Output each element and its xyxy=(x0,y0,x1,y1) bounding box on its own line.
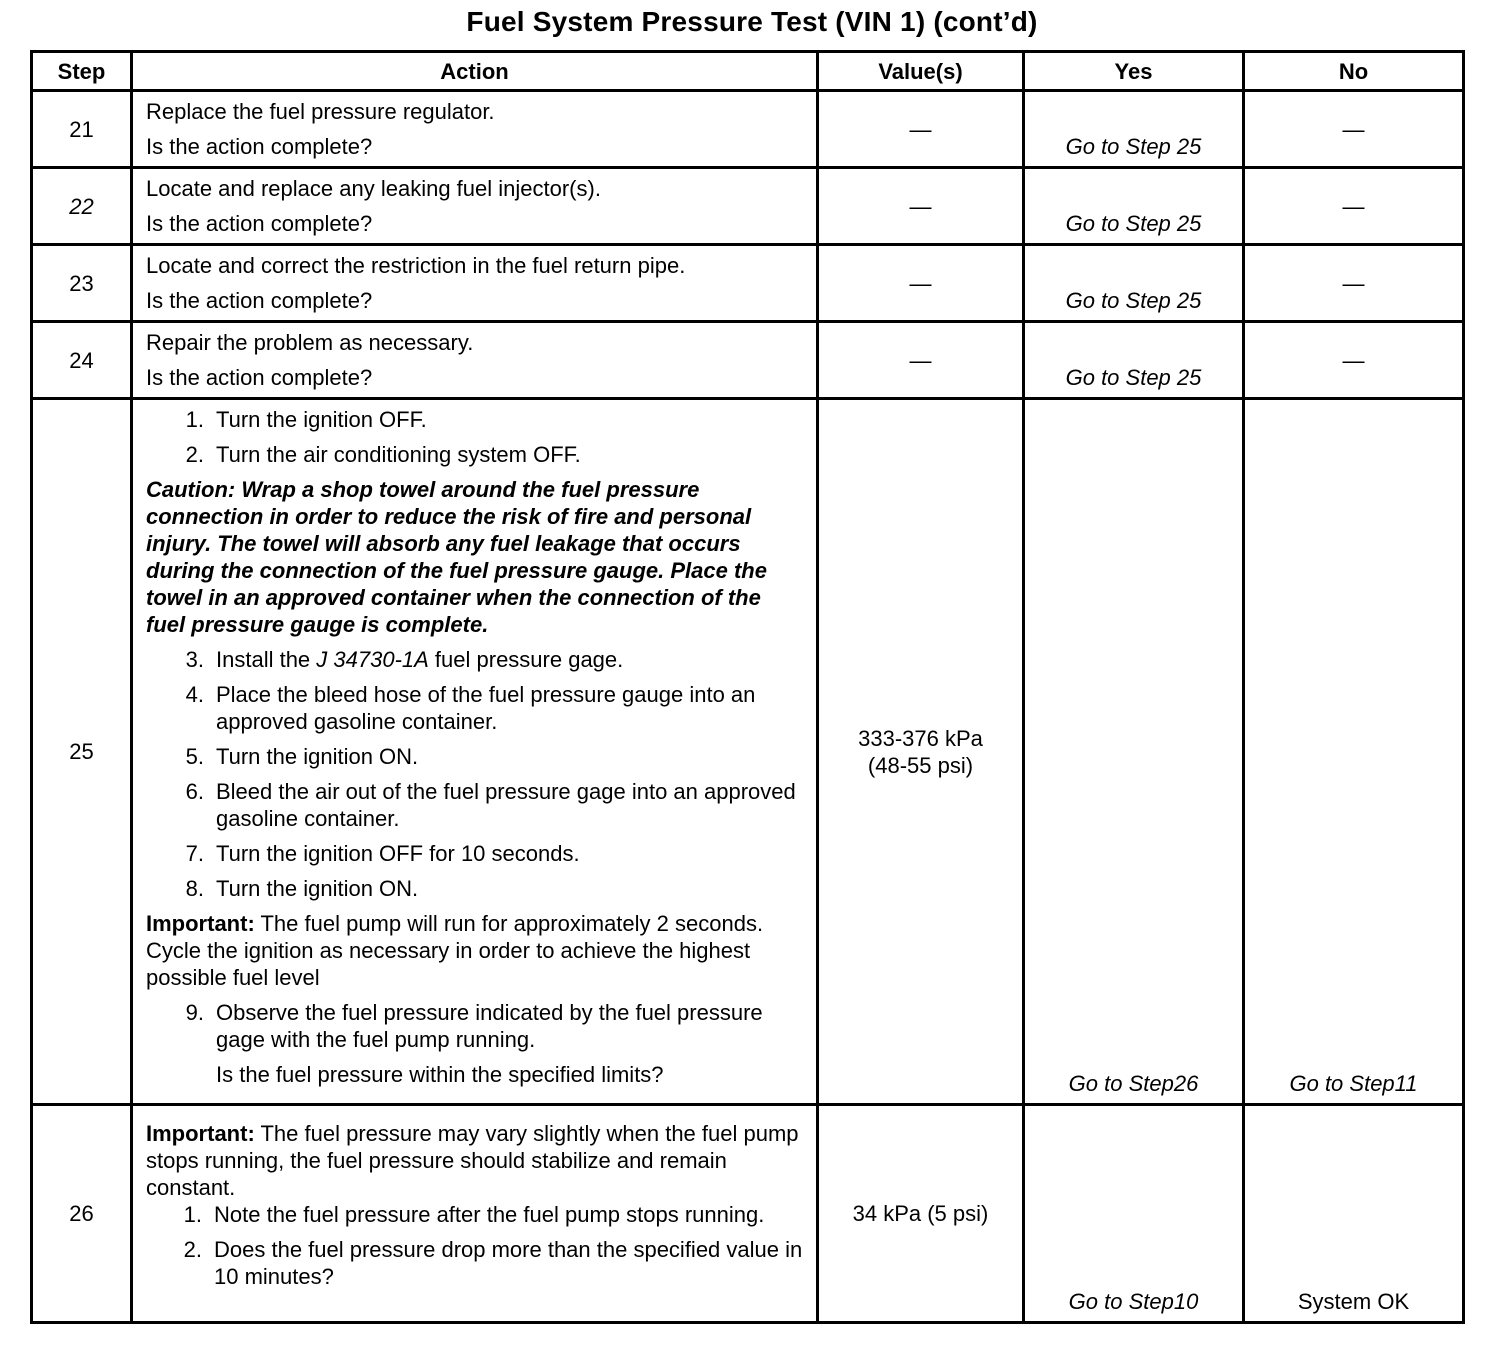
table-row xyxy=(32,91,1464,168)
yes-cell: Go to Step10 xyxy=(1024,1105,1244,1323)
list-item: 9. Observe the fuel pressure indicated by the fuel pressure gage with the fuel pump running. xyxy=(185,1000,763,1052)
action-cell xyxy=(132,1105,818,1323)
yes-cell: Go to Step 25 xyxy=(1024,245,1244,322)
list-item: 3. Install the J 34730-1A fuel pressure gage. xyxy=(185,647,624,672)
value-cell: — xyxy=(818,245,1024,322)
list-item: 2. Does the fuel pressure drop more than the specified value in 10 minutes? xyxy=(183,1237,803,1289)
step-list xyxy=(146,999,806,1053)
value-cell: — xyxy=(818,168,1024,245)
action-text: Locate and correct the restriction in the fuel return pipe. xyxy=(146,253,686,278)
list-item: 7. Turn the ignition OFF for 10 seconds. xyxy=(185,841,580,866)
header-yes: Yes xyxy=(1024,52,1244,91)
yes-cell: Go to Step 25 xyxy=(1024,168,1244,245)
action-question: Is the fuel pressure within the specified limits? xyxy=(216,1062,664,1087)
header-action: Action xyxy=(132,52,818,91)
list-item: 8. Turn the ignition ON. xyxy=(185,876,419,901)
header-values: Value(s) xyxy=(818,52,1024,91)
list-item: 2. Turn the air conditioning system OFF. xyxy=(185,442,581,467)
step-list xyxy=(146,1201,806,1290)
table-row xyxy=(32,322,1464,399)
action-text: Locate and replace any leaking fuel injector(s). xyxy=(146,176,601,201)
page-title: Fuel System Pressure Test (VIN 1) (cont’d) xyxy=(466,6,1038,37)
step-number: 22 xyxy=(32,168,132,245)
value-psi: (48-55 psi) xyxy=(867,752,974,778)
procedure-table xyxy=(30,50,1465,1324)
table-row xyxy=(32,1105,1464,1323)
action-cell xyxy=(132,91,818,168)
step-list xyxy=(146,646,806,902)
important-note: Important: The fuel pump will run for approximately 2 seconds. Cycle the ignition as necessary in order to achieve the highest possible fuel level xyxy=(146,911,764,990)
list-item: 4. Place the bleed hose of the fuel pressure gauge into an approved gasoline container. xyxy=(185,682,756,734)
action-text: Replace the fuel pressure regulator. xyxy=(146,99,495,124)
no-cell: — xyxy=(1244,168,1464,245)
list-item: 5. Turn the ignition ON. xyxy=(185,744,419,769)
table-header-row xyxy=(32,52,1464,91)
value-cell xyxy=(818,399,1024,1105)
action-question: Is the action complete? xyxy=(146,288,373,313)
step-number: 26 xyxy=(32,1105,132,1323)
no-cell: — xyxy=(1244,91,1464,168)
no-cell: System OK xyxy=(1244,1105,1464,1323)
yes-cell: Go to Step 25 xyxy=(1024,322,1244,399)
caution-note: Caution: Wrap a shop towel around the fuel pressure connection in order to reduce the risk of fire and personal injury. The towel will absorb any fuel leakage that occurs during the connection of the fuel pressure gauge. Place the towel in an approved container when the connection of the fuel pressure gauge is complete. xyxy=(146,477,767,637)
action-cell xyxy=(132,245,818,322)
action-question: Is the action complete? xyxy=(146,211,373,236)
step-number: 21 xyxy=(32,91,132,168)
table-row xyxy=(32,399,1464,1105)
no-cell: — xyxy=(1244,245,1464,322)
no-cell: Go to Step11 xyxy=(1244,399,1464,1105)
value-cell: 34 kPa (5 psi) xyxy=(818,1105,1024,1323)
step-list xyxy=(146,406,806,468)
no-cell: — xyxy=(1244,322,1464,399)
step-number: 25 xyxy=(32,399,132,1105)
yes-cell: Go to Step26 xyxy=(1024,399,1244,1105)
action-question: Is the action complete? xyxy=(146,134,373,159)
header-no: No xyxy=(1244,52,1464,91)
list-item: 1. Note the fuel pressure after the fuel pump stops running. xyxy=(183,1202,765,1227)
header-step: Step xyxy=(32,52,132,91)
value-cell: — xyxy=(818,91,1024,168)
value-kpa: 333-376 kPa xyxy=(858,725,983,751)
list-item: 6. Bleed the air out of the fuel pressure gage into an approved gasoline container. xyxy=(185,779,796,831)
action-cell xyxy=(132,399,818,1105)
step-number: 23 xyxy=(32,245,132,322)
action-question: Is the action complete? xyxy=(146,365,373,390)
step-number: 24 xyxy=(32,322,132,399)
action-text: Repair the problem as necessary. xyxy=(146,330,474,355)
yes-cell: Go to Step 25 xyxy=(1024,91,1244,168)
action-cell xyxy=(132,322,818,399)
value-cell: — xyxy=(818,322,1024,399)
important-note: Important: The fuel pressure may vary slightly when the fuel pump stops running, the fuel pressure should stabilize and remain constant. xyxy=(146,1121,799,1200)
table-row xyxy=(32,245,1464,322)
action-cell xyxy=(132,168,818,245)
tool-reference: J 34730-1A xyxy=(316,647,429,672)
table-row xyxy=(32,168,1464,245)
list-item: 1. Turn the ignition OFF. xyxy=(185,407,427,432)
